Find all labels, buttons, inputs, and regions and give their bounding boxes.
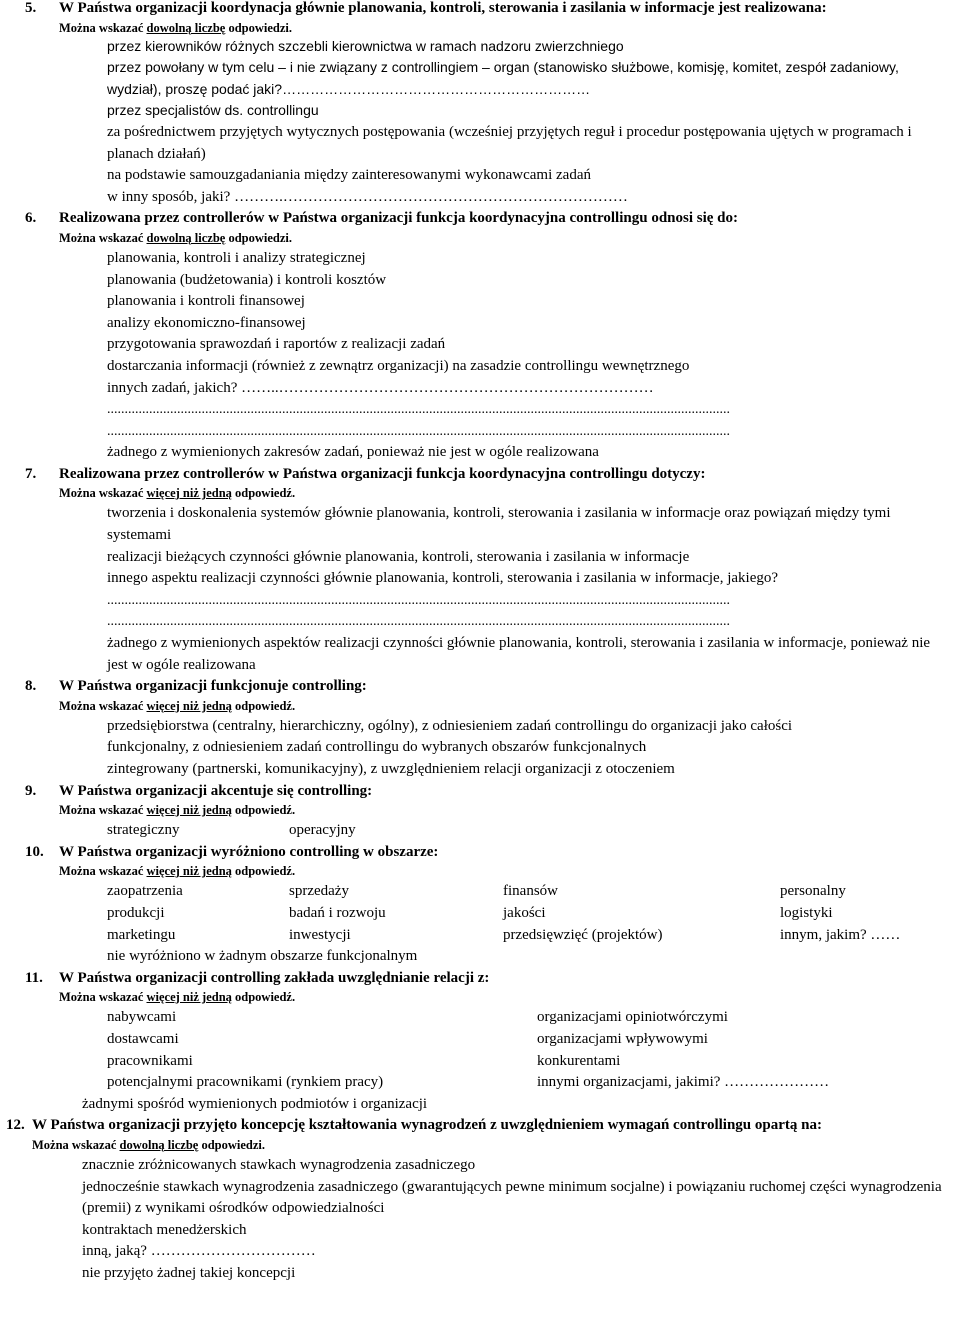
answer-option[interactable]: przez powołany w tym celu – i nie związany z controllingiem – organ (stanowisko służbowe, komisję, komitet, zespół zadaniowy, wydział), proszę podać jaki?…………………………………………………………	[107, 59, 899, 97]
hint-emphasis: dowolną liczbę	[119, 1137, 199, 1152]
hint-emphasis: więcej niż jedną	[146, 803, 232, 818]
hint-text: Można wskazać	[32, 1137, 120, 1152]
options-row	[0, 1007, 960, 1029]
answer-option-other[interactable]: innego aspektu realizacji czynności głównie planowania, kontroli, sterowania i zasilania w informacje, jakiego?	[107, 570, 779, 587]
answer-option-other[interactable]: innymi organizacjami, jakimi? …………………	[537, 1074, 830, 1091]
answer-option[interactable]: dostarczania informacji (również z zewnątrz organizacji) na zasadzie controllingu wewnętrznego	[107, 357, 690, 374]
options-row	[0, 1029, 960, 1051]
question-text: Realizowana przez controllerów w Państwa organizacji funkcja koordynacyjna controllingu dotyczy:	[59, 465, 706, 482]
answer-option[interactable]: organizacjami wpływowymi	[537, 1030, 708, 1047]
hint-text: Można wskazać	[59, 230, 147, 245]
answer-option[interactable]: planowania i kontroli finansowej	[107, 293, 305, 310]
answer-option[interactable]: konkurentami	[537, 1052, 621, 1069]
answer-option-other[interactable]: w inny sposób, jaki? ……….……………………………………………………………	[107, 188, 628, 205]
hint-text: odpowiedź.	[231, 990, 296, 1005]
question-10	[0, 842, 960, 968]
fill-in-line[interactable]: ..................................................................................................................................................................................	[107, 614, 730, 630]
question-text: W Państwa organizacji koordynacja głównie planowania, kontroli, sterowania i zasilania w informacje jest realizowana:	[59, 0, 827, 16]
question-title	[0, 842, 954, 864]
question-text: W Państwa organizacji akcentuje się controlling:	[59, 782, 373, 799]
question-8	[0, 676, 960, 780]
answer-hint	[0, 863, 960, 879]
hint-text: Można wskazać	[59, 803, 147, 818]
options-row	[0, 1051, 960, 1073]
answer-option[interactable]: potencjalnymi pracownikami (rynkiem pracy)	[107, 1074, 384, 1091]
answer-hint	[0, 485, 960, 501]
answer-option[interactable]: przedsięwzięć (projektów)	[503, 926, 663, 943]
answer-option-other[interactable]: innym, jakim? ……	[780, 926, 901, 943]
hint-text: odpowiedź.	[231, 486, 296, 501]
answer-option[interactable]: żadnymi spośród wymienionych podmiotów i organizacji	[82, 1095, 428, 1112]
answer-option[interactable]: dostawcami	[107, 1030, 179, 1047]
answer-option[interactable]: przez kierowników różnych szczebli kierownictwa w ramach nadzoru zwierzchniego	[107, 37, 624, 54]
hint-emphasis: więcej niż jedną	[146, 990, 232, 1005]
answer-option[interactable]: nie wyróżniono w żadnym obszarze funkcjonalnym	[107, 948, 418, 965]
hint-emphasis: więcej niż jedną	[146, 486, 232, 501]
answer-option[interactable]: jakości	[503, 904, 546, 921]
question-title	[0, 1115, 954, 1137]
question-9	[0, 781, 960, 842]
question-number: 6.	[25, 210, 37, 227]
question-text: W Państwa organizacji controlling zakłada uwzględnianie relacji z:	[59, 969, 490, 986]
hint-text: Można wskazać	[59, 990, 147, 1005]
answer-option[interactable]: badań i rozwoju	[289, 904, 386, 921]
question-5	[0, 0, 960, 208]
hint-text: Można wskazać	[59, 20, 147, 35]
options-row	[0, 881, 960, 903]
answer-option[interactable]: planowania (budżetowania) i kontroli kosztów	[107, 271, 387, 288]
question-title	[0, 464, 954, 486]
question-number: 7.	[25, 465, 37, 482]
hint-text: Można wskazać	[59, 864, 147, 879]
answer-option[interactable]: przedsiębiorstwa (centralny, hierarchiczny, ogólny), z odniesieniem zadań controllingu do organizacji jako całości	[107, 717, 793, 734]
answer-option[interactable]: za pośrednictwem przyjętych wytycznych postępowania (wcześniej przyjętych reguł i procedur postępowania ujętych w programach i planach działań)	[107, 123, 912, 162]
answer-hint	[0, 802, 960, 818]
answer-option[interactable]: marketingu	[107, 926, 176, 943]
answer-option[interactable]: przez specjalistów ds. controllingu	[107, 102, 319, 119]
answer-option[interactable]: na podstawie samouzgadaniania między zainteresowanymi wykonawcami zadań	[107, 167, 591, 184]
answer-option[interactable]: tworzenia i doskonalenia systemów głównie planowania, kontroli, sterowania i zasilania w informacje oraz powiązań między tymi systemami	[107, 505, 891, 544]
question-title	[0, 676, 954, 698]
question-12	[0, 1115, 960, 1284]
hint-emphasis: więcej niż jedną	[146, 698, 232, 713]
hint-text: Można wskazać	[59, 698, 147, 713]
question-number: 10.	[25, 843, 44, 860]
answer-option[interactable]: znacznie zróżnicowanych stawkach wynagrodzenia zasadniczego	[82, 1156, 476, 1173]
question-number: 9.	[25, 782, 37, 799]
hint-emphasis: dowolną liczbę	[146, 230, 226, 245]
answer-option[interactable]: przygotowania sprawozdań i raportów z realizacji zadań	[107, 336, 446, 353]
question-title	[0, 208, 954, 230]
question-text: W Państwa organizacji funkcjonuje controlling:	[59, 678, 367, 695]
answer-option[interactable]: zintegrowany (partnerski, komunikacyjny), z uwzględnieniem relacji organizacji z otoczeniem	[107, 761, 675, 777]
answer-option[interactable]: kontraktach menedżerskich	[82, 1221, 247, 1238]
options-row	[0, 820, 960, 842]
answer-option[interactable]: zaopatrzenia	[107, 883, 183, 900]
answer-option[interactable]: sprzedaży	[289, 883, 349, 900]
answer-option[interactable]: funkcjonalny, z odniesieniem zadań controllingu do wybranych obszarów funkcjonalnych	[107, 739, 647, 756]
question-text: W Państwa organizacji wyróżniono controlling w obszarze:	[59, 843, 439, 860]
question-title	[0, 0, 954, 20]
answer-option[interactable]: inwestycji	[289, 926, 351, 943]
question-number: 5.	[25, 0, 37, 16]
hint-text: Można wskazać	[59, 486, 147, 501]
hint-text: odpowiedzi.	[225, 20, 293, 35]
hint-emphasis: dowolną liczbę	[146, 20, 226, 35]
answer-option[interactable]: analizy ekonomiczno-finansowej	[107, 314, 306, 331]
answer-option[interactable]: nabywcami	[107, 1009, 177, 1026]
answer-option[interactable]: logistyki	[780, 904, 833, 921]
question-text: W Państwa organizacji przyjęto koncepcję kształtowania wynagrodzeń z uwzględnieniem wymagań controllingu opartą na:	[32, 1117, 822, 1134]
question-11	[0, 968, 960, 1116]
question-number: 12.	[6, 1117, 25, 1134]
answer-option[interactable]: planowania, kontroli i analizy strategicznej	[107, 249, 366, 266]
options-row	[0, 925, 960, 947]
question-title	[0, 781, 954, 803]
answer-hint	[0, 698, 960, 714]
answer-option[interactable]: produkcji	[107, 904, 165, 921]
hint-emphasis: więcej niż jedną	[146, 864, 232, 879]
answer-option[interactable]: organizacjami opiniotwórczymi	[537, 1009, 728, 1026]
question-7	[0, 464, 960, 676]
fill-in-line[interactable]: ..................................................................................................................................................................................	[107, 592, 730, 608]
answer-option[interactable]: nie przyjęto żadnej takiej koncepcji	[82, 1264, 296, 1281]
question-6	[0, 208, 960, 464]
answer-option[interactable]: żadnego z wymienionych aspektów realizacji czynności głównie planowania, kontroli, sterowania i zasilania w informacje, ponieważ nie jest w ogóle realizowana	[107, 635, 931, 673]
answer-hint	[0, 989, 960, 1005]
answer-option[interactable]: personalny	[780, 883, 846, 900]
answer-hint	[0, 230, 960, 246]
hint-text: odpowiedzi.	[198, 1137, 266, 1152]
question-text: Realizowana przez controllerów w Państwa organizacji funkcja koordynacyjna controllingu odnosi się do:	[59, 210, 739, 227]
answer-option[interactable]: finansów	[503, 883, 558, 900]
answer-option-other[interactable]: inną, jaką? ……………………………	[82, 1243, 316, 1260]
answer-option[interactable]: pracownikami	[107, 1052, 193, 1069]
answer-option[interactable]: operacyjny	[289, 822, 356, 839]
fill-in-line[interactable]: ..................................................................................................................................................................................	[107, 423, 730, 439]
question-number: 8.	[25, 678, 37, 695]
answer-hint	[0, 1137, 960, 1153]
answer-option[interactable]: żadnego z wymienionych zakresów zadań, ponieważ nie jest w ogóle realizowana	[107, 444, 599, 461]
answer-option[interactable]: strategiczny	[107, 822, 180, 839]
question-number: 11.	[25, 969, 43, 986]
options-row	[0, 1072, 960, 1094]
answer-hint	[0, 20, 960, 36]
hint-text: odpowiedź.	[231, 864, 296, 879]
answer-option-other[interactable]: innych zadań, jakich? ……..…………………………………………………………………	[107, 379, 654, 396]
fill-in-line[interactable]: ..................................................................................................................................................................................	[107, 402, 730, 418]
answer-option[interactable]: jednocześnie stawkach wynagrodzenia zasadniczego (gwarantujących pewne minimum socjalne) i powiązaniu ruchomej części wynagrodzenia (premii) z wynikami ośrodków odpowiedzialności	[82, 1178, 942, 1217]
options-row	[0, 903, 960, 925]
answer-option[interactable]: realizacji bieżących czynności głównie planowania, kontroli, sterowania i zasilania w informacje	[107, 548, 690, 565]
question-title	[0, 968, 954, 990]
hint-text: odpowiedź.	[231, 803, 296, 818]
hint-text: odpowiedzi.	[225, 230, 293, 245]
hint-text: odpowiedź.	[231, 698, 296, 713]
